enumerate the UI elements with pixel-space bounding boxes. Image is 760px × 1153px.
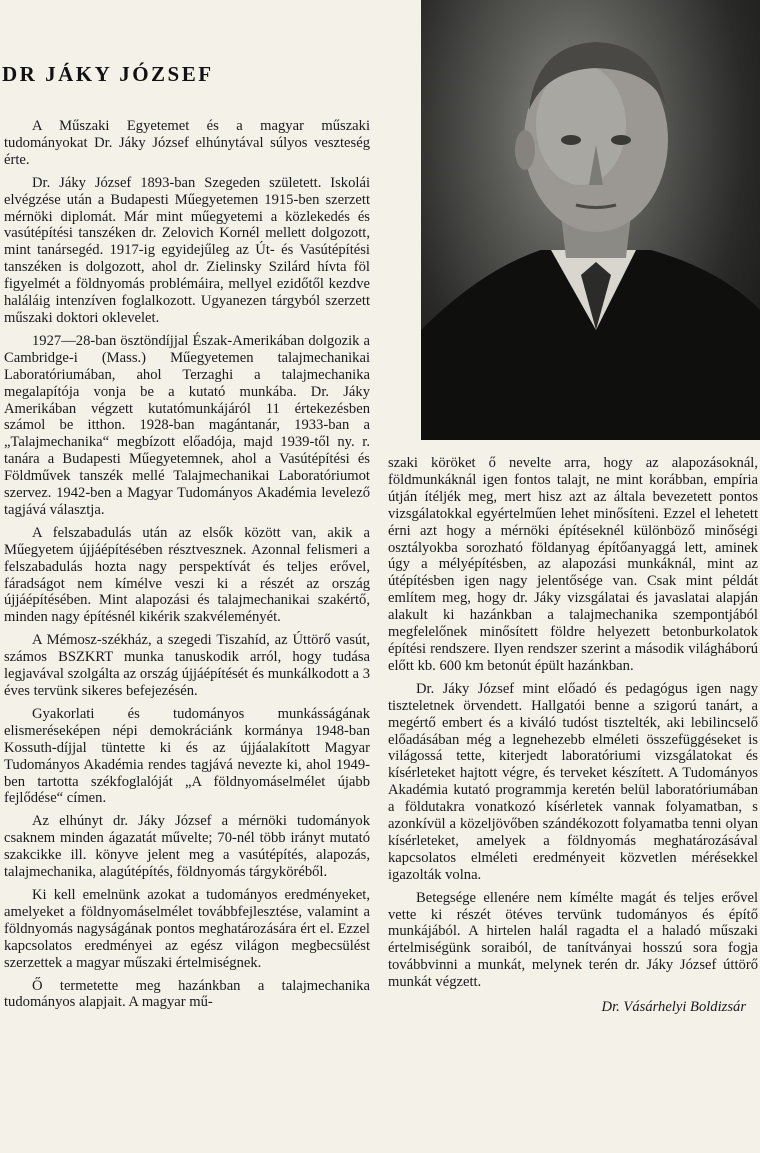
paragraph: Az elhúnyt dr. Jáky József a mérnöki tudományok csaknem minden ágazatát művelte; 70-nél több irányt mutató szakcikke ill. könyve jelent meg a vasútépítés, alapozás, talajmechanika, alagútépítés, földnyomás tárgyköréből. xyxy=(4,813,370,881)
paragraph: Ki kell emelnünk azokat a tudományos eredményeket, amelyeket a földnyomáselmélet továbbfejlesztése, valamint a földnyomás nagyságának pontos meghatározására ért el. Ezzel kapcsolatos eredményei az egész világon megbecsülést szerzettek a magyar műszaki értelmiségnek. xyxy=(4,886,370,971)
paragraph: szaki köröket ő nevelte arra, hogy az alapozásoknál, földmunkáknál igen fontos talajt, ne mint korábban, empíria útján ítéljék meg, mert hisz azt az általa bevezetett pontos vizsgálatokkal egyértelműen lehet minősíteni. Ezzel el lehetett érni azt hogy a mérnöki építéseknél különböző minőségi osztályokba sorozható földanyag építőanyaggá lett, aminek úgy a mélyépítésben, az alapozási munkáknál, mint az útépítésben igen nagy jelentősége van. Csak mint példát említem meg, hogy dr. Jáky vizsgálatai és javaslatai alapján alakult ki hazánkban a talajmechanika szempontjából megfelelőnek minősített földre helyezett betonburkolatok építési rendszere. Ilyen rendszer szerint a második világháború előtt kb. 600 km betonút épült hazánkban. xyxy=(388,455,758,674)
paragraph: A felszabadulás után az elsők között van, akik a Műegyetem újjáépítésében résztvesznek. Azonnal felismeri a felszabadulás hozta nagy perspektívát és teljes erővel, fáradságot nem kímélve veszi ki a részét az ország újjáépítésében. Mint alapozási és talajmechanikai szakértő, minden nagy építésnél kikérik szakvéleményét. xyxy=(4,524,370,626)
portrait-figure xyxy=(421,0,760,440)
paragraph: Ő termetette meg hazánkban a talajmechanika tudományos alapjait. A magyar mű- xyxy=(4,977,370,1011)
paragraph: Dr. Jáky József mint előadó és pedagógus igen nagy tiszteletnek örvendett. Hallgatói benne a szigorú tanárt, a megértő embert és a kiváló tudóst tisztelték, aki lebilincselő előadásában még a legnehezebb elméleti összefüggéseket is világossá tette, kiterjedt laboratóriumi vizsgálatokat és kísérleteket hajtott végre, és terveket készített. A Tudományos Akadémia kutató programmja keretén belül laboratóriumában a földutakra vonatkozó kísérletek vannak folyamatban, s azonkívül a közeljövőben szándékozott folyamatba tenni olyan kísérleteket, amelyek a földnyomás meghatározásával kapcsolatos elméleti eredményeit közvetlen mérésekkel igazolták volna. xyxy=(388,680,758,883)
article-column-right xyxy=(388,455,758,1016)
paragraph: A Műszaki Egyetemet és a magyar műszaki tudományokat Dr. Jáky József elhúnytával súlyos veszteség érte. xyxy=(4,118,370,168)
paragraph: 1927—28-ban ösztöndíjjal Észak-Amerikában dolgozik a Cambridge-i (Mass.) Műegyetemen talajmechanikai Laboratóriumában, ahol Terzaghi a talajmechanika megalapítója vonja be a kutató munkába. Dr. Jáky Amerikában végzett kutatómunkájáról 11 értekezésben számol be itthon. 1928-ban magántanár, 1933-ban a „Talajmechanika“ megbízott előadója, majd 1939-től ny. r. tanára a Budapesti Műegyetemnek, ahol a Vasútépítési és Földművek tanszék mellé Talajmechanikai Laboratóriumot szervez. 1942-ben a Magyar Tudományos Akadémia levelező tagjává választja. xyxy=(4,332,370,518)
paragraph: Betegsége ellenére nem kímélte magát és teljes erővel vette ki részét ötéves tervünk tudományos és építő munkájából. A hirtelen halál ragadta el a haladó műszaki értelmiségünk soraiból, de tanítványai hosszú sora fogja továbbvinni a munkát, melynek terén dr. Jáky József úttörő munkát végzett. xyxy=(388,889,758,991)
article-column-left xyxy=(4,118,370,1017)
paragraph: Dr. Jáky József 1893-ban Szegeden született. Iskolái elvégzése után a Budapesti Műegyetemen 1915-ben szerzett mérnöki diplomát. Már mint műegyetemi a közlekedés és vasútépítési tanszéken dr. Zelovich Kornél mellett dolgozott, mint tanársegéd. 1917-ig egyidejűleg az Út- és Vasútépítési tanszéken is dolgozott, ahol dr. Zielinsky Szilárd hívta föl figyelmét a földnyomás problémáira, mellyel ezidőtől kezdve haláláig intenzíven foglalkozott. Ugyanezen tárgyból szerzett műszaki doktori oklevelet. xyxy=(4,174,370,326)
portrait-photo xyxy=(421,0,760,440)
paragraph: A Mémosz-székház, a szegedi Tiszahíd, az Úttörő vasút, számos BSZKRT munka tanuskodik arról, hogy tudása legjavával szolgálta az ország újjáépítését és munkálkodott a 3 éves tervünk sikeres befejezésén. xyxy=(4,632,370,699)
article-title: DR JÁKY JÓZSEF xyxy=(2,62,214,86)
author-signature: Dr. Vásárhelyi Boldizsár xyxy=(601,999,746,1016)
paragraph: Gyakorlati és tudományos munkásságának elismeréseképen népi demokráciánk kormánya 1948-ban Kossuth-díjjal tüntette ki és az újjáalakított Magyar Tudományos Akadémia rendes tagjává nevezte ki, ahol 1949-ben tartotta székfoglalóját „A földnyomáselmélet újabb fejlődése“ címen. xyxy=(4,705,370,807)
